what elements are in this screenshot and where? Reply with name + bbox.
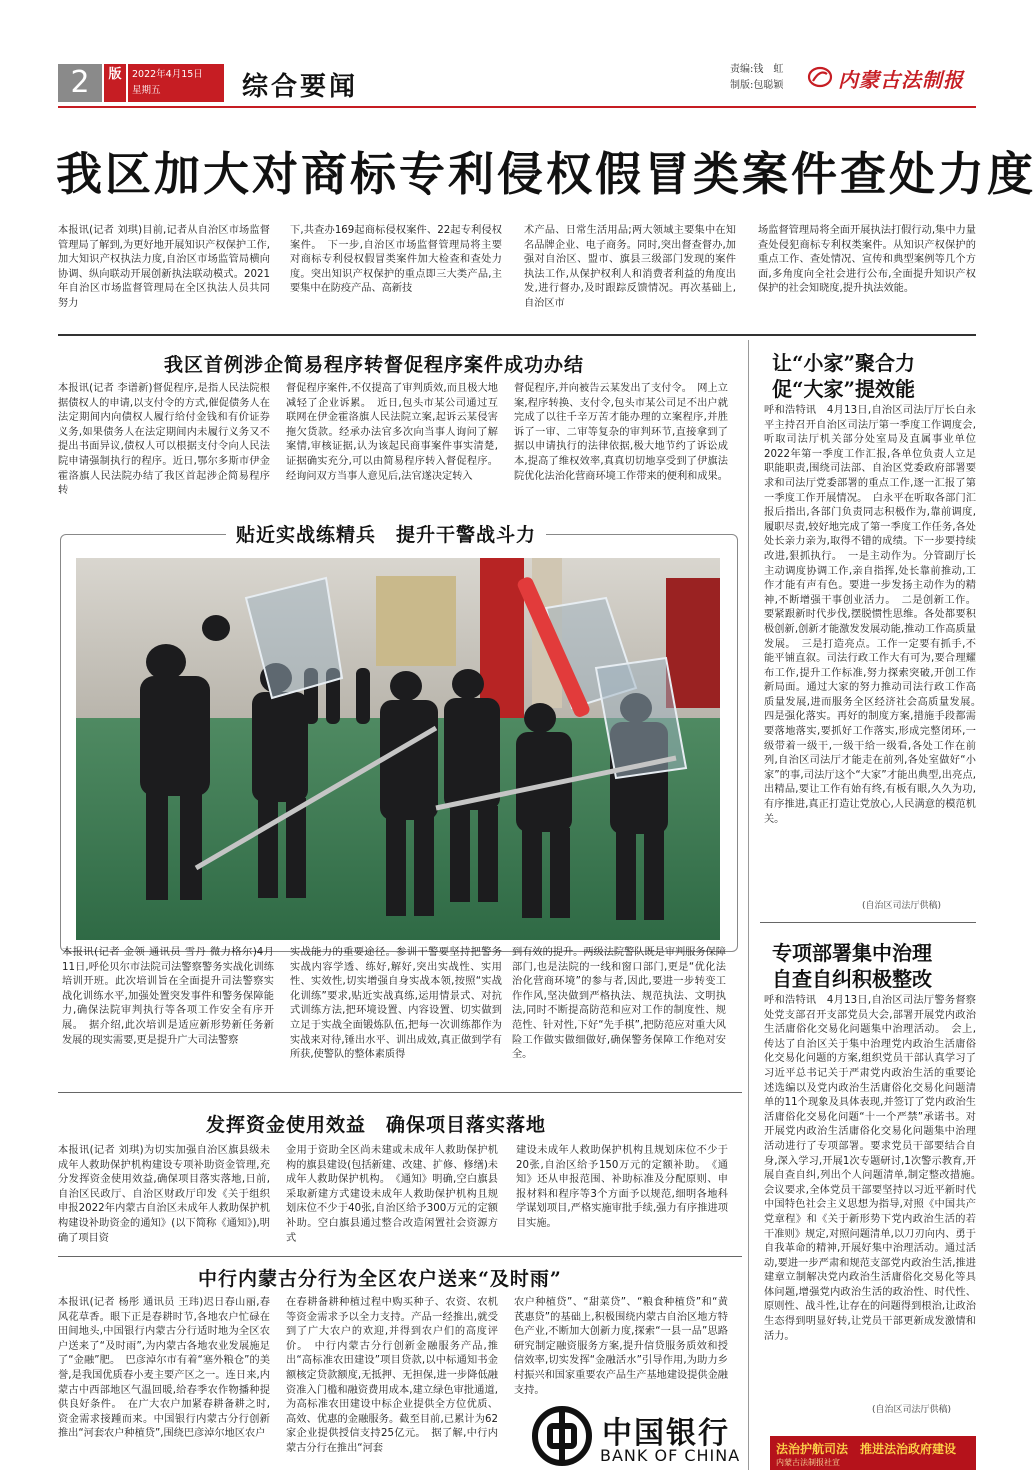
photo-article-col-2: 实战能力的重要途径。参训干警要坚持把警务实战内容学透、练好,解好,突出实战性、实用性、实效性,切实增强自身实战本领,按照“实战化训练”要求,贴近实战真练,运用情景式、对抗式训练方法,把环境设置、内容设置、切实做到立足于实战全面锻炼队伍,把每一次训练都作为实战来对待,锤出水平、训出成效,真正做到学有所获,使警队的整体素质得 [290,947,502,1061]
lead-col-2: 下,共查办169起商标侵权案件、22起专利侵权案件。 下一步,自治区市场监督管理局将主要对商标专利侵权假冒类案件加大检查和查处力度。突出知识产权保护的重点即三大类产品,主要集中在防疫产品、高新技 [290,225,502,295]
article4-col-1: 本报讯(记者 刘琪)为切实加强自治区旗县级未成年人救助保护机构建设专项补助资金管理,充分发挥资金使用效益,确保项目落实落地,日前,自治区民政厅、自治区财政厅印发《关于组织申报2022年内蒙古自治区未成年人救助保护机构建设补助资金的通知》(以下简称《通知》),明确了项目资 [58,1145,270,1244]
right-article2-headline [772,940,932,992]
article5-col-2: 在春耕备耕种植过程中购买种子、农资、农机等资金需求予以全力支持。产品一经推出,就受到了广大农户的欢迎,并得到农户们的高度评价。 中行内蒙古分行创新金融服务产品,推出“高标准农田建设”项目贷款,以中标通知书金额核定贷款额度,无抵押、无担保,进一步降低融资准入门槛和融资费用成本,建立绿色审批通道,为高标准农田建设中标企业提供全方位优质、高效、优惠的金融服务。截至目前,已累计为62家企业提供授信支持25亿元。 据了解,中行内蒙古分行在推出“河套 [286,1297,498,1454]
editor-credits [730,62,783,94]
article2-col-2: 督促程序案件,不仅提高了审判质效,而且极大地减轻了企业诉累。 近日,包头市某公司通过互联网在伊金霍洛旗人民法院立案,起诉云某侵害拖欠货款。经承办法官多次向当事人询问了解案情,审核证据,认为该起民商事案件事实清楚,证据确实充分,可以由简易程序转入督促程序。经询问双方当事人意见后,法官遂决定转入 [286,383,498,482]
lead-headline: 我区加大对商标专利侵权假冒类案件查处力度 [56,147,1036,201]
right-column-rule [748,340,749,1470]
newspaper-name: 内蒙古法制报 [838,68,964,92]
header-rule [58,106,976,108]
article4-top-rule [58,1092,742,1093]
article4-col-3: 建设未成年人救助保护机构且规划床位不少于20张,自治区给予150万元的定额补助。 《通知》还从申报范围、补助标准及分配原则、申报材料和程序等3个方面予以规范,细明各地科学谋划项目,严格实施审批手续,强力有序推进项目实施。 [516,1145,728,1229]
promo-banner-sub: 内蒙古法制报社宣 [776,1458,840,1467]
article2-col-1: 本报讯(记者 李谱新)督促程序,是指人民法院根据债权人的申请,以支付令的方式,催促债务人在法定期间内向债权人履行给付金钱和有价证券义务,如果债务人在法定期间内未履行义务又不提出书面异议,债权人可以根据支付令向人民法院申请强制执行的程序。近日,鄂尔多斯市伊金霍洛旗人民法院办结了我区首起涉企简易程序转 [58,383,270,497]
right-article2-body: 呼和浩特讯 4月13日,自治区司法厅警务督察处党支部召开支部党员大会,部署开展党内政治生活庸俗化交易化问题集中治理活动。 会上,传达了自治区关于集中治理党内政治生活庸俗化交易化问题的方案,组织党员干部认真学习了习近平总书记关于严肃党内政治生活的重要论述选编以及党内政治生活庸俗化交易化问题清单的11个现象及具体表现,并签订了党内政治生活庸俗化交易化问题“十一个严禁”承诺书。对开展党内政治生活庸俗化交易化问题集中治理活动进行了专项部署。要求党员干部要结合自身,深入学习,开展1次专题研讨,1次警示教育,开展自查自纠,列出个人问题清单,制定整改措施。 会议要求,全体党员干部要坚持以习近平新时代中国特色社会主义思想为指导,对照《中国共产党章程》和《关于新形势下党内政治生活的若干准则》规定,对照问题清单,以刀刃向内、勇于自我革命的精神,开展好集中治理活动。通过活动,要进一步严肃和规范支部党内政治生活,推进建章立制解决党内政治生活庸俗化交易化等具体问题,增强党内政治生活的政治性、时代性、原则性、战斗性,让存在的问题得到根治,让政治生态得到明显好转,让党员干部更新成发激情和活力。 [764,995,987,1342]
article5-col-3: 农户种植贷”、“甜菜贷”、“粮食种植贷”和“黄芪惠贷”的基础上,积极围绕内蒙古自治区地方特色产业,不断加大创新力度,探索“一县一品”思路研究制定融资服务方案,提升信贷服务质效和授信效率,切实发挥“金融活水”引导作用,为助力乡村振兴和国家重要农产品生产基地建设提供金融支持。 [514,1297,728,1396]
lead-col-1: 本报讯(记者 刘琪)目前,记者从自治区市场监督管理局了解到,为更好地开展知识产权保护工作,加大知识产权执法力度,自治区市场监管局横向协调、纵向联动开展创新执法联动模式。2021年自治区市场监督管理局在全区执法人员共同努力 [58,225,270,309]
article5-headline: 中行内蒙古分行为全区农户送来“及时雨” [198,1268,562,1290]
editor: 责编:钱 虹 [730,64,784,75]
photo-article-col-3: 到有效的提升。两级法院警队既是审判服务保障部门,也是法院的一线和窗口部门,更是“优化法治化营商环境”的参与者,因此,要进一步转变工作作风,坚决做到严格执法、规范执法、文明执法,同时不断提高防范和应对工作的制度性、规范性、针对性,下好“先手棋”,把防范应对重大风险工作做实做细做好,确保警务保障工作绝对安全。 [512,947,726,1061]
newspaper-logo-icon [808,66,832,88]
training-photo [76,558,720,940]
article5-top-rule [58,1256,742,1257]
article4-col-2: 金用于资助全区尚未建或未成年人救助保护机构的旗县建设(包括新建、改建、扩修、修缮)未成年人救助保护机构。 《通知》明确,空白旗县采取新建方式建设未成年人救助保护机构且规划床位不少于40张,自治区给予300万元的定额补助。空白旗县通过整合改造闲置社会资源方式 [286,1145,498,1244]
edition-label: 版 [104,64,126,102]
bank-name-en: BANK OF CHINA [600,1446,741,1465]
right-divider [760,922,976,923]
article5-col-1: 本报讯(记者 杨彤 通讯员 王玮)迟日春山丽,春风花草香。眼下正是春耕时节,各地农户忙碌在田间地头,中国银行内蒙古分行适时地为全区农户送来了“及时雨”,为内蒙古各地农业发展施足了“金融”肥。 巴彦淖尔市有着“塞外粮仓”的美誉,是我国优质春小麦主要产区之一。连日来,内蒙古中西部地区气温回暖,给春季农作物播种提供良好条件。 在广大农户加紧春耕备耕之时,资金需求接踵而来。中国银行内蒙古分行创新推出“河套农户种植贷”,围绕巴彦淖尔地区农户 [58,1297,270,1440]
lead-col-4: 场监督管理局将全面开展执法打假行动,集中力量查处侵犯商标专利权类案件。从知识产权保护的重点工作、查处情况、宣传和典型案例等几个方面,多角度向全社会进行公布,全面提升知识产权保护的社会知晓度,提升执法效能。 [758,225,976,295]
issue-weekday: 星期五 [132,85,161,96]
right-article1-credit: (自治区司法厅供稿) [862,901,942,911]
article2-col-3: 督促程序,并向被告云某发出了支付令。 网上立案,程序转换、支付令,包头市某公司足不出户就完成了以往千辛万苦才能办理的立案程序,并胜诉了一审、二审等复杂的审判环节,直接拿到了据以申请执行的法律依据,极大地节约了诉讼成本,提高了维权效率,真真切切地享受到了伊旗法院优化法治化营商环境工作带来的便利和成果。 [514,383,728,482]
right-article1-body: 呼和浩特讯 4月13日,自治区司法厅厅长白永平主持召开自治区司法厅第一季度工作调度会,听取司法厅机关部分处室局及直属事业单位2022年第一季度工作汇报,各单位负责人立足职能职责,围绕司法部、自治区党委政府部署要求和司法厅党委部署的重点工作,逐一汇报了第一季度工作开展情况。 白永平在听取各部门汇报后指出,各部门负责同志积极作为,靠前调度,履职尽责,较好地完成了第一季度工作任务,各处处长亲力亲为,取得不错的成绩。下一步要持续改进,狠抓执行。 一是主动作为。分管副厅长主动调度协调工作,亲自指挥,处长靠前推动,工作才能有声有色。要进一步发扬主动作为的精神,不断增强干事创业活力。 二是创新工作。要紧跟新时代步伐,摆脱惯性思维。各处都要积极创新,创新才能激发发展动能,推动工作高质量发展。 三是打造亮点。工作一定要有抓手,不能平铺直叙。司法行政工作大有可为,要合理耀布工作,提升工作标准,努力探索突破,开创工作新局面。通过大家的努力推动司法行政工作高质量发展,进而服务全区经济社会高质量发展。 四是强化落实。再好的制度方案,措施手段都需要落地落实,要抓好工作落实,形成完整闭环,一级带着一级干,一级干给一级看,各处工作在前列,自治区司法厅才能走在前列,各处室做好“小家”的事,司法厅这个“大家”才能出典型,出亮点,出精品,要让工作有始有终,有板有眼,久久为功,有序推进,真正打造让党放心,人民满意的模范机关。 [764,405,987,825]
right-article2-title-line1: 专项部署集中治理 [772,941,932,965]
right-article2-credit: (自治区司法厅供稿) [872,1405,952,1415]
producer: 制版:包聪颖 [730,80,784,91]
lead-divider [58,334,976,336]
article4-headline: 发挥资金使用效益 确保项目落实落地 [206,1114,547,1136]
issue-date: 2022年4月15日 [132,69,203,80]
photo-article-headline: 贴近实战练精兵 提升干警战斗力 [226,520,546,547]
right-article1-title-line2: 促“大家”提效能 [772,377,916,401]
promo-banner-text: 法治护航司法 推进法治政府建设 [776,1442,957,1456]
date-box [128,64,224,102]
promo-banner [770,1436,976,1470]
right-article2-title-line2: 自查自纠积极整改 [772,967,932,991]
page-number: 2 [58,64,102,102]
bank-name-cn: 中国银行 [602,1416,730,1451]
bank-of-china-logo-icon [532,1406,592,1466]
lead-col-3: 术产品、日常生活用品;两大领域主要集中在知名品牌企业、电子商务。同时,突出督查督办,加强对自治区、盟市、旗县三级部门发现的案件执法工作,从保护权利人和消费者利益的角度出发,进行督办,及时跟踪反馈情况。再次基础上,自治区市 [524,225,736,309]
photo-article-col-1: 本报讯(记者 金领 通讯员 雪丹 微力格尔)4月11日,呼伦贝尔市法院司法警察警务实战化训练培训开班。此次培训旨在全面提升司法警察实战化训练水平,加强处置突发事件和警务保障能力,确保法院审判执行等各项工作安全有序开展。 据介绍,此次培训是适应新形势新任务新发展的现实需要,更是提升广大司法警察 [62,947,274,1046]
article2-headline: 我区首例涉企简易程序转督促程序案件成功办结 [164,354,585,376]
section-title: 综合要闻 [242,72,359,102]
right-article1-title-line1: 让“小家”聚合力 [772,351,916,375]
right-article1-headline [772,350,915,402]
